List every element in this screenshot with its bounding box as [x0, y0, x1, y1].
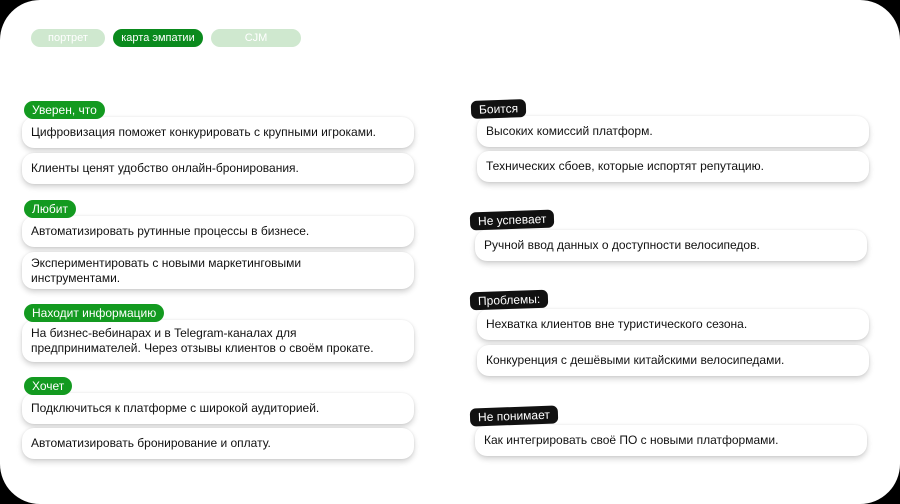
finds-info-item-1 [22, 320, 414, 362]
no-time-item-1-text: Ручной ввод данных о доступности велосипедов. [484, 238, 760, 252]
loves-item-1 [22, 216, 414, 247]
section-tag-problems: Проблемы: [470, 290, 549, 311]
section-tag-wants: Хочет [24, 377, 72, 395]
loves-item-2 [22, 252, 414, 289]
tab-portrait[interactable]: портрет [31, 29, 105, 47]
fears-item-1-text: Высоких комиссий платформ. [486, 124, 653, 138]
wants-item-1-text: Подключиться к платформе с широкой аудиторией. [31, 401, 320, 415]
problems-item-2 [477, 345, 869, 376]
sure-item-1-text: Цифровизация поможет конкурировать с крупными игроками. [31, 125, 377, 139]
section-tag-loves: Любит [24, 200, 76, 218]
fears-item-2-text: Технических сбоев, которые испортят репутацию. [486, 159, 764, 173]
finds-info-item-1-text: На бизнес-вебинарах и в Telegram-каналах для предпринимателей. Через отзывы клиентов о своём прокате. [31, 326, 374, 355]
wants-item-2-text: Автоматизировать бронирование и оплату. [31, 436, 271, 450]
section-tag-finds-info: Находит информацию [24, 304, 164, 322]
sure-item-2 [22, 153, 414, 184]
loves-item-1-text: Автоматизировать рутинные процессы в бизнесе. [31, 224, 310, 238]
section-tag-sure: Уверен, что [24, 101, 105, 119]
fears-item-2 [477, 151, 869, 182]
problems-item-1-text: Нехватка клиентов вне туристического сезона. [486, 317, 748, 331]
fears-item-1 [477, 116, 869, 147]
loves-item-2-text: Экспериментировать с новыми маркетинговыми инструментами. [31, 255, 302, 285]
tab-cjm[interactable]: CJM [211, 29, 301, 47]
section-tag-fears: Боится [471, 99, 527, 119]
no-time-item-1 [475, 230, 867, 261]
wants-item-2 [22, 428, 414, 459]
tab-empathy-map[interactable]: карта эмпатии [113, 29, 203, 47]
problems-item-1 [477, 309, 869, 340]
not-understand-item-1 [475, 425, 867, 456]
sure-item-2-text: Клиенты ценят удобство онлайн-бронирования. [31, 161, 299, 175]
sure-item-1 [22, 117, 414, 148]
wants-item-1 [22, 393, 414, 424]
section-tag-not-understand: Не понимает [470, 405, 558, 426]
section-tag-no-time: Не успевает [470, 210, 555, 231]
problems-item-2-text: Конкуренция с дешёвыми китайскими велосипедами. [486, 353, 785, 367]
not-understand-item-1-text: Как интегрировать своё ПО с новыми платформами. [484, 433, 779, 447]
